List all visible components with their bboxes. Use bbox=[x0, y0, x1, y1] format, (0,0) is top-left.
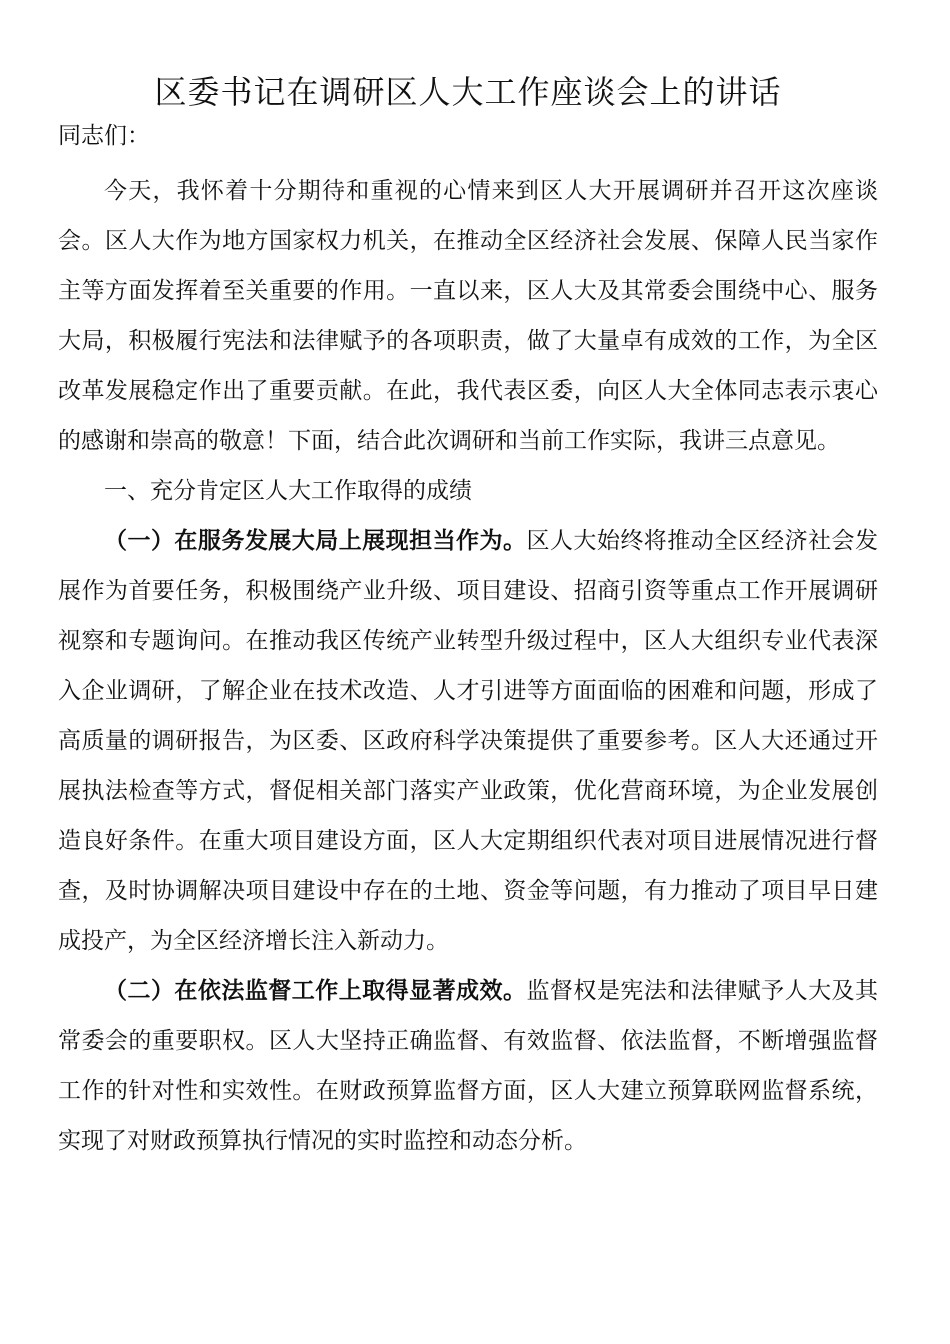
document-title: 区委书记在调研区人大工作座谈会上的讲话 bbox=[154, 73, 782, 111]
point-1-lead: （一）在服务发展大局上展现担当作为。 bbox=[104, 528, 527, 554]
point-2-paragraph bbox=[58, 966, 878, 1166]
point-2-lead: （二）在依法监督工作上取得显著成效。 bbox=[104, 978, 527, 1004]
intro-paragraph: 今天，我怀着十分期待和重视的心情来到区人大开展调研并召开这次座谈会。区人大作为地方国家权力机关，在推动全区经济社会发展、保障人民当家作主等方面发挥着至关重要的作用。一直以来，区人大及其常委会围绕中心、服务大局，积极履行宪法和法律赋予的各项职责，做了大量卓有成效的工作，为全区改革发展稳定作出了重要贡献。在此，我代表区委，向区人大全体同志表示衷心的感谢和崇高的敬意！下面，结合此次调研和当前工作实际，我讲三点意见。 bbox=[58, 178, 878, 454]
point-2-body: 监督权是宪法和法律赋予人大及其常委会的重要职权。区人大坚持正确监督、有效监督、依法监督，不断增强监督工作的针对性和实效性。在财政预算监督方面，区人大建立预算联网监督系统，实现了对财政预算执行情况的实时监控和动态分析。 bbox=[58, 978, 878, 1154]
salutation: 同志们： bbox=[58, 123, 150, 149]
section-1-heading: 一、充分肯定区人大工作取得的成绩 bbox=[104, 478, 472, 504]
document-page bbox=[58, 66, 878, 1166]
point-1-body: 区人大始终将推动全区经济社会发展作为首要任务，积极围绕产业升级、项目建设、招商引资等重点工作开展调研视察和专题询问。在推动我区传统产业转型升级过程中，区人大组织专业代表深入企业调研，了解企业在技术改造、人才引进等方面面临的困难和问题，形成了高质量的调研报告，为区委、区政府科学决策提供了重要参考。区人大还通过开展执法检查等方式，督促相关部门落实产业政策，优化营商环境，为企业发展创造良好条件。在重大项目建设方面，区人大定期组织代表对项目进展情况进行督查，及时协调解决项目建设中存在的土地、资金等问题，有力推动了项目早日建成投产，为全区经济增长注入新动力。 bbox=[58, 528, 878, 954]
point-1-paragraph bbox=[58, 516, 878, 966]
